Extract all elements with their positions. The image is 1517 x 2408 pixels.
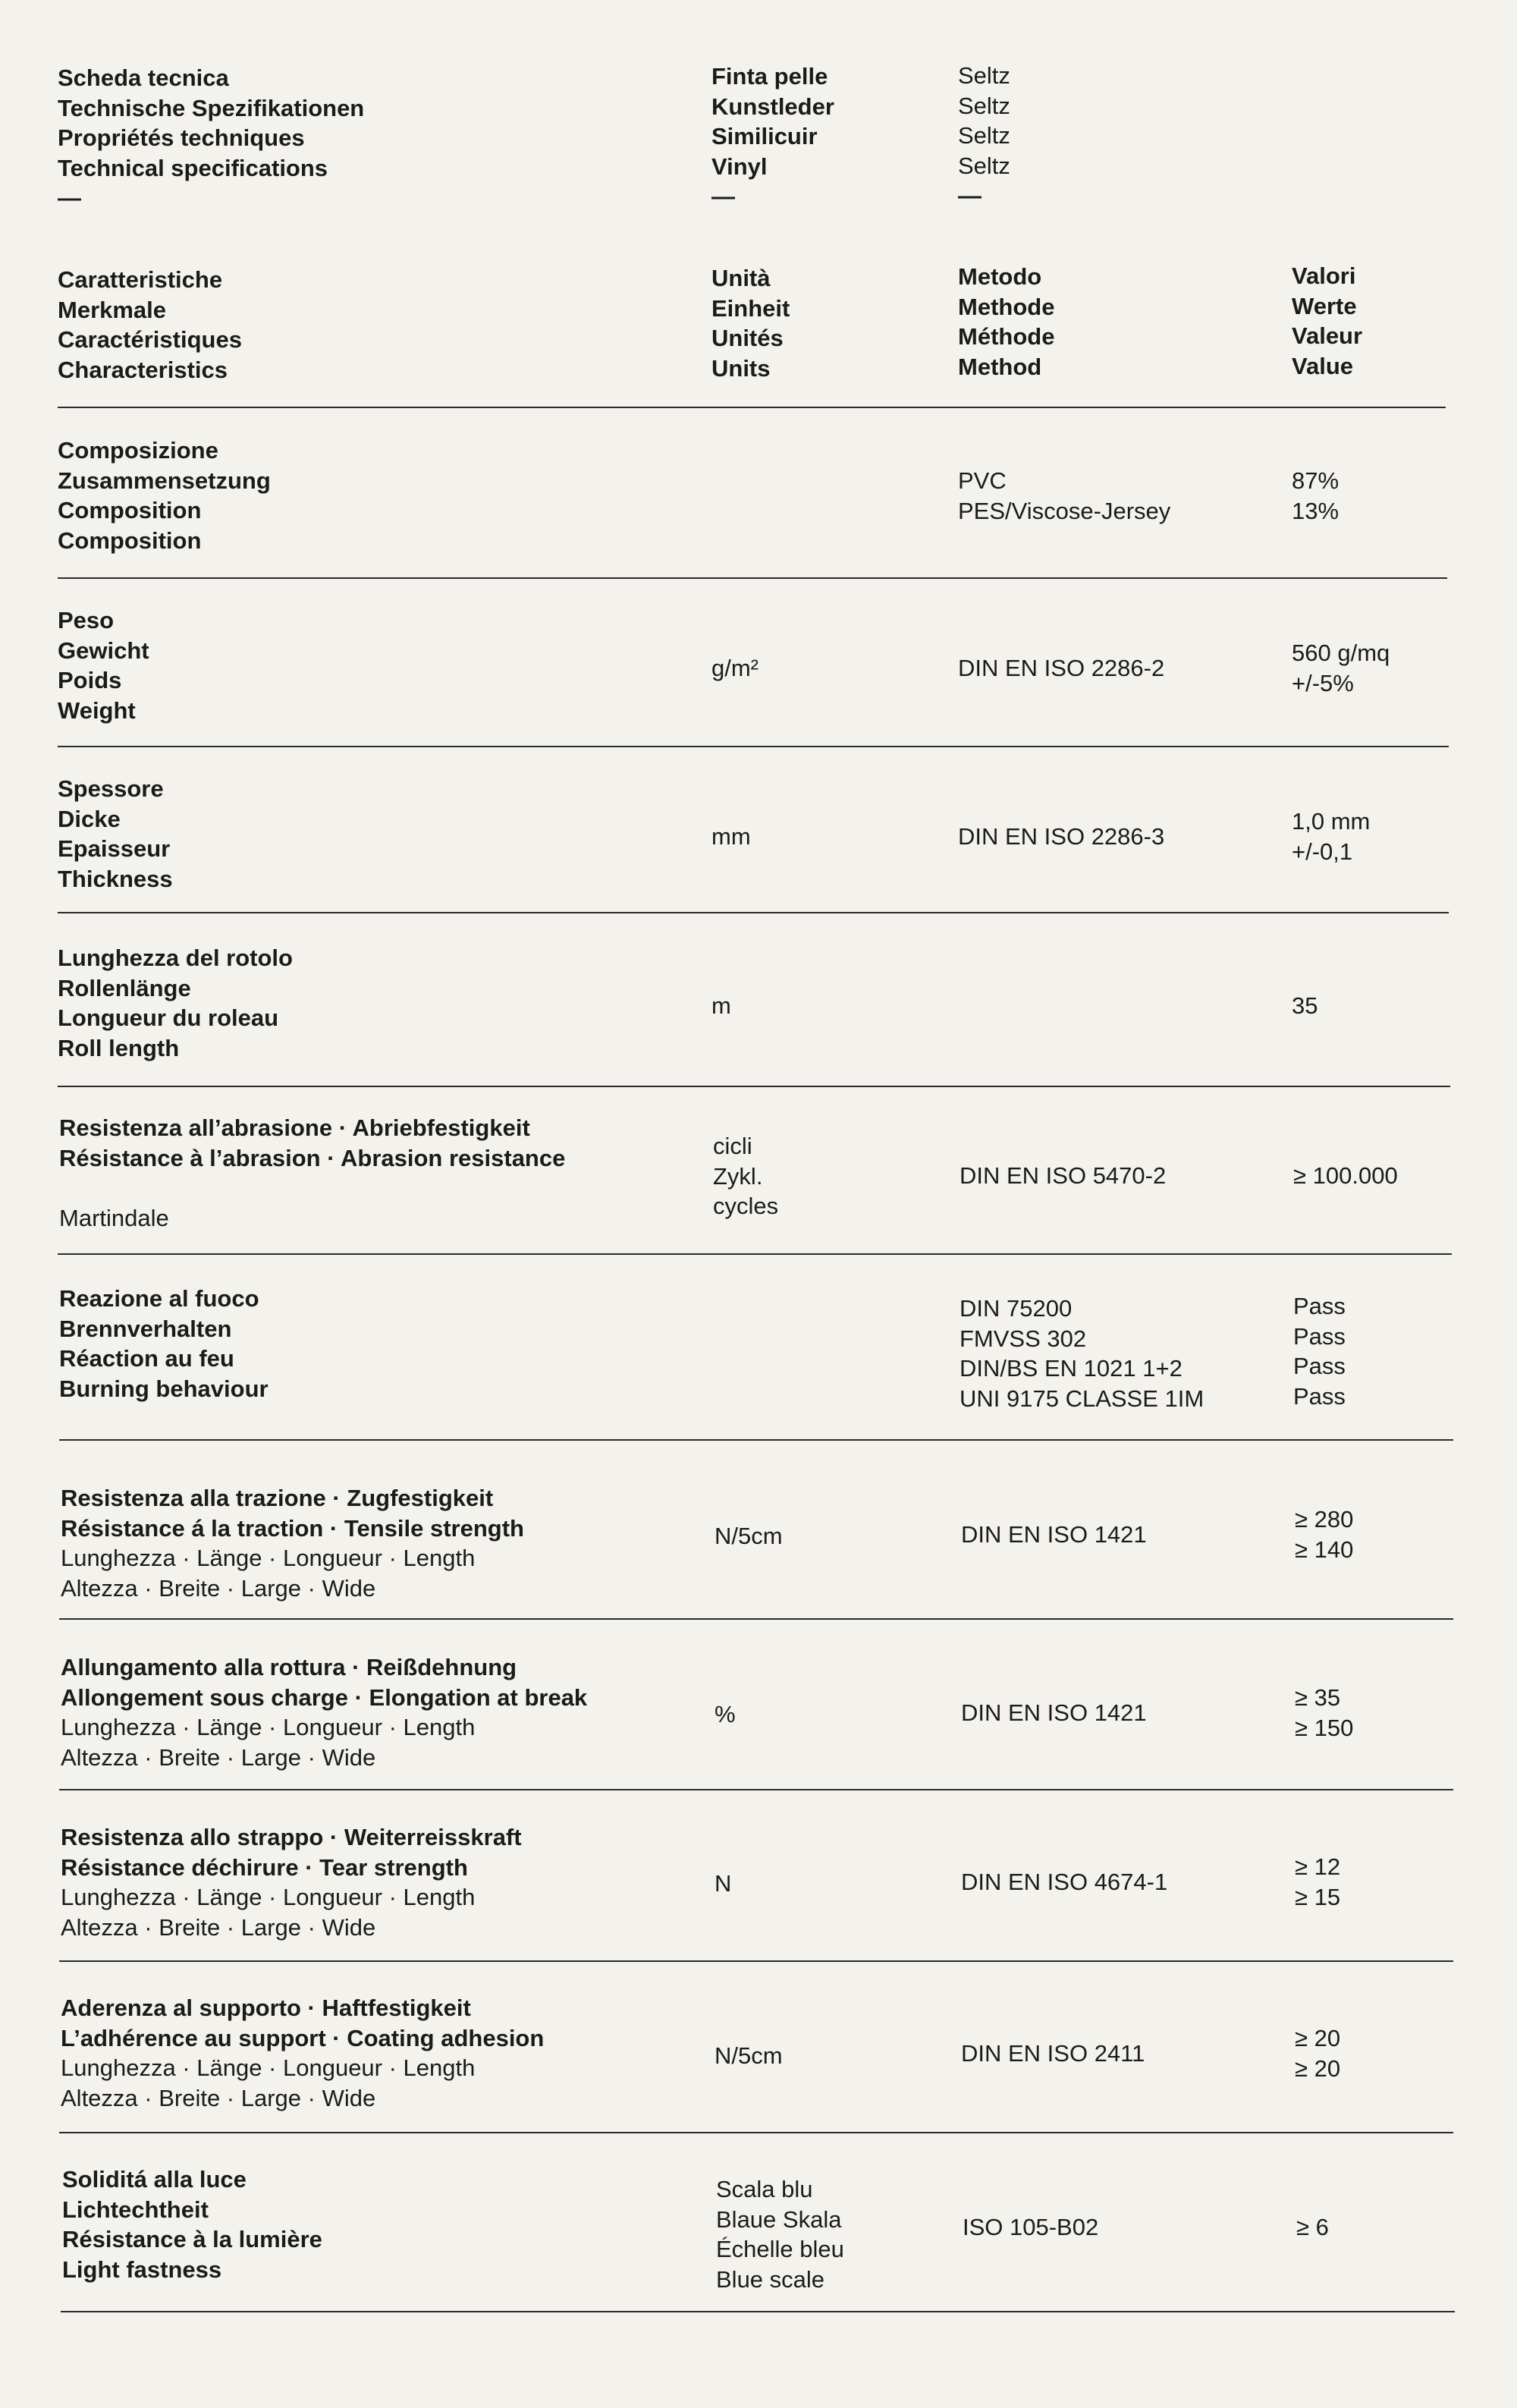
label-sub-line: Lunghezza · Länge · Longueur · Length [61,1714,476,1740]
row-label [58,605,149,725]
product-line: Seltz [958,62,1010,89]
label-line: Résistance á la traction · Tensile strength [61,1514,524,1542]
row-divider [58,746,1449,747]
header-line: Valeur [1292,322,1363,349]
value-line: ≥ 100.000 [1293,1162,1398,1189]
row-label [61,1652,587,1772]
label-line: Weight [58,696,136,724]
label-line: L’adhérence au support · Coating adhesion [61,2024,545,2051]
header-line: Caractéristiques [58,326,242,353]
method-line: PES/Viscose-Jersey [958,497,1171,524]
label-line: Gewicht [58,637,149,664]
value-line: ≥ 20 [1295,2054,1341,2082]
label-line: Lunghezza del rotolo [58,945,293,971]
label-line: Soliditá alla luce [62,2166,247,2193]
row-method [961,2039,1145,2069]
method-line: DIN EN ISO 2286-3 [958,823,1165,850]
label-line: Allungamento alla rottura · Reißdehnung [61,1654,517,1680]
unit-line: Zykl. [713,1162,763,1190]
label-line: Brennverhalten [59,1315,232,1342]
row-label [58,435,271,555]
row-method [961,1698,1147,1728]
product-names [958,61,1010,211]
label-sub-line: Lunghezza · Länge · Longueur · Length [61,1545,476,1571]
row-method [961,1867,1167,1897]
row-unit [715,1521,783,1551]
title-line: Technical specifications [58,154,328,181]
value-line: 1,0 mm [1292,808,1371,835]
value-line: 35 [1292,992,1318,1019]
row-divider [59,1618,1453,1620]
row-value [1293,1161,1398,1191]
label-line: Dicke [58,805,121,832]
row-value [1296,2212,1329,2243]
value-line: +/-0,1 [1292,838,1353,865]
title-line: Scheda tecnica [58,64,229,91]
value-line: ≥ 15 [1295,1883,1341,1910]
label-line: Aderenza al supporto · Haftfestigkeit [61,1995,471,2021]
unit-line: cycles [713,1193,779,1219]
value-line: Pass [1293,1322,1346,1350]
label-line: Spessore [58,775,164,802]
row-divider [59,1789,1453,1790]
unit-line: m [711,992,731,1019]
material-line: Similicuir [711,123,818,149]
header-line: Units [711,354,771,382]
row-label [58,774,173,894]
unit-line: cicli [713,1133,752,1159]
unit-line: N/5cm [715,1523,783,1549]
row-label [61,1822,522,1942]
label-line: Roll length [58,1034,180,1061]
row-divider [59,2132,1453,2133]
header-line: Einheit [711,294,790,322]
row-label [61,1483,524,1603]
label-line: Composition [58,527,202,554]
label-line: Résistance à l’abrasion · Abrasion resistance [59,1144,566,1171]
row-value [1292,466,1339,526]
product-line: Seltz [958,92,1010,119]
col-header-units [711,263,790,383]
product-line: Seltz [958,122,1010,149]
unit-line: Scala blu [716,2176,813,2202]
row-value [1295,1683,1353,1743]
material-line: Vinyl [711,152,768,180]
product-dash: — [958,182,981,209]
row-method [963,2212,1098,2243]
title-line: Technische Spezifikationen [58,94,365,121]
value-line: ≥ 6 [1296,2214,1329,2240]
label-line: Longueur du roleau [58,1004,279,1031]
row-divider [58,912,1449,913]
header-line: Method [958,353,1042,380]
sheet-title [58,63,364,213]
label-sub-line: Altezza · Breite · Large · Wide [61,1574,376,1602]
header-line: Methode [958,293,1055,320]
row-divider [58,1086,1450,1087]
row-method [958,466,1170,526]
row-value [1292,638,1390,698]
unit-line: g/m² [711,655,758,681]
label-sub-line: Martindale [59,1204,169,1231]
label-line: Réaction au feu [59,1345,234,1372]
row-unit [715,1869,731,1899]
value-line: ≥ 20 [1295,2025,1341,2051]
row-divider [58,577,1447,579]
row-value [1295,1504,1353,1564]
row-divider [59,1960,1453,1962]
value-line: +/-5% [1292,669,1354,696]
value-line: 560 g/mq [1292,640,1390,666]
product-line: Seltz [958,152,1010,179]
row-method [958,653,1164,684]
label-line: Thickness [58,865,173,892]
row-divider [58,407,1446,408]
value-line: 13% [1292,497,1340,524]
row-value [1295,2023,1340,2083]
row-divider [61,2311,1455,2312]
method-line: FMVSS 302 [960,1325,1087,1352]
row-unit [715,2041,783,2071]
col-header-method [958,262,1054,382]
row-unit [716,2174,844,2294]
label-sub-line: Lunghezza · Länge · Longueur · Length [61,2054,476,2081]
method-line: ISO 105-B02 [963,2214,1099,2240]
label-line: Zusammensetzung [58,467,271,494]
row-divider [59,1439,1453,1441]
method-line: PVC [958,467,1007,494]
label-line: Résistance déchirure · Tear strength [61,1853,468,1881]
label-line: Peso [58,607,115,633]
label-sub-line: Lunghezza · Länge · Longueur · Length [61,1884,476,1910]
method-line: DIN EN ISO 5470-2 [960,1162,1167,1189]
label-line: Composition [58,497,202,523]
label-line: Poids [58,667,122,693]
row-method [960,1161,1166,1191]
value-line: Pass [1293,1353,1346,1379]
row-unit [713,1131,778,1221]
row-unit [711,991,731,1021]
label-line: Epaisseur [58,835,171,862]
header-line: Werte [1292,292,1357,319]
material-line: Kunstleder [711,93,834,120]
label-line: Résistance à la lumière [62,2226,322,2252]
label-line: Resistenza all’abrasione · Abriebfestigkeit [59,1114,530,1141]
material-dash: — [711,183,735,209]
unit-line: % [715,1701,736,1727]
method-line: DIN EN ISO 2411 [961,2040,1145,2067]
header-line: Characteristics [58,356,228,383]
header-line: Unités [711,325,784,351]
row-unit [715,1699,736,1730]
method-line: DIN EN ISO 2286-2 [958,655,1165,681]
header-line: Metodo [958,263,1042,290]
material-line: Finta pelle [711,63,828,90]
value-line: ≥ 140 [1295,1536,1354,1563]
label-line: Burning behaviour [59,1375,269,1402]
unit-line: mm [711,823,751,850]
row-value [1295,1852,1340,1912]
header-line: Valori [1292,262,1356,289]
unit-line: Blue scale [716,2265,825,2293]
label-sub-line: Altezza · Breite · Large · Wide [61,1743,376,1771]
label-sub-line: Altezza · Breite · Large · Wide [61,1913,376,1941]
unit-line: Blaue Skala [716,2205,842,2233]
label-line: Allongement sous charge · Elongation at break [61,1683,588,1711]
value-line: ≥ 12 [1295,1853,1341,1880]
row-value [1293,1291,1346,1411]
title-line: Propriétés techniques [58,124,305,151]
header-line: Value [1292,352,1353,379]
row-method [960,1294,1204,1413]
row-label [59,1113,565,1233]
title-dash: — [58,184,81,211]
value-line: ≥ 280 [1295,1506,1354,1533]
row-method [958,822,1164,852]
label-line: Light fastness [62,2256,222,2283]
label-line: Reazione al fuoco [59,1285,259,1312]
header-line: Merkmale [58,296,167,323]
method-line: UNI 9175 CLASSE 1IM [960,1385,1204,1412]
row-value [1292,991,1318,1021]
label-line: Rollenlänge [58,974,191,1001]
value-line: Pass [1293,1382,1346,1410]
label-spacer [59,1173,565,1203]
header-line: Unità [711,265,771,291]
label-line: Lichtechtheit [62,2196,209,2223]
row-unit [711,653,758,684]
col-header-value [1292,261,1362,381]
label-line: Resistenza allo strappo · Weiterreisskraft [61,1824,522,1850]
row-method [961,1520,1147,1550]
value-line: 87% [1292,467,1340,494]
unit-line: N [715,1870,732,1897]
header-line: Méthode [958,323,1055,350]
value-line: ≥ 150 [1295,1714,1354,1741]
row-divider [58,1253,1452,1255]
method-line: DIN EN ISO 4674-1 [961,1869,1168,1895]
row-label [59,1284,269,1404]
label-line: Composizione [58,437,218,464]
method-line: DIN/BS EN 1021 1+2 [960,1355,1183,1382]
header-line: Caratteristiche [58,266,223,293]
method-line: DIN EN ISO 1421 [961,1521,1147,1548]
method-line: DIN EN ISO 1421 [961,1699,1147,1726]
col-header-characteristics [58,265,242,385]
value-line: ≥ 35 [1295,1684,1341,1711]
unit-line: N/5cm [715,2042,783,2069]
material-names [711,61,834,212]
row-label [58,943,293,1063]
row-label [61,1993,544,2113]
unit-line: Échelle bleu [716,2236,844,2262]
row-label [62,2164,322,2284]
row-unit [711,822,751,852]
value-line: Pass [1293,1293,1346,1319]
label-line: Resistenza alla trazione · Zugfestigkeit [61,1485,494,1511]
row-value [1292,806,1370,866]
label-sub-line: Altezza · Breite · Large · Wide [61,2084,376,2111]
method-line: DIN 75200 [960,1295,1073,1322]
